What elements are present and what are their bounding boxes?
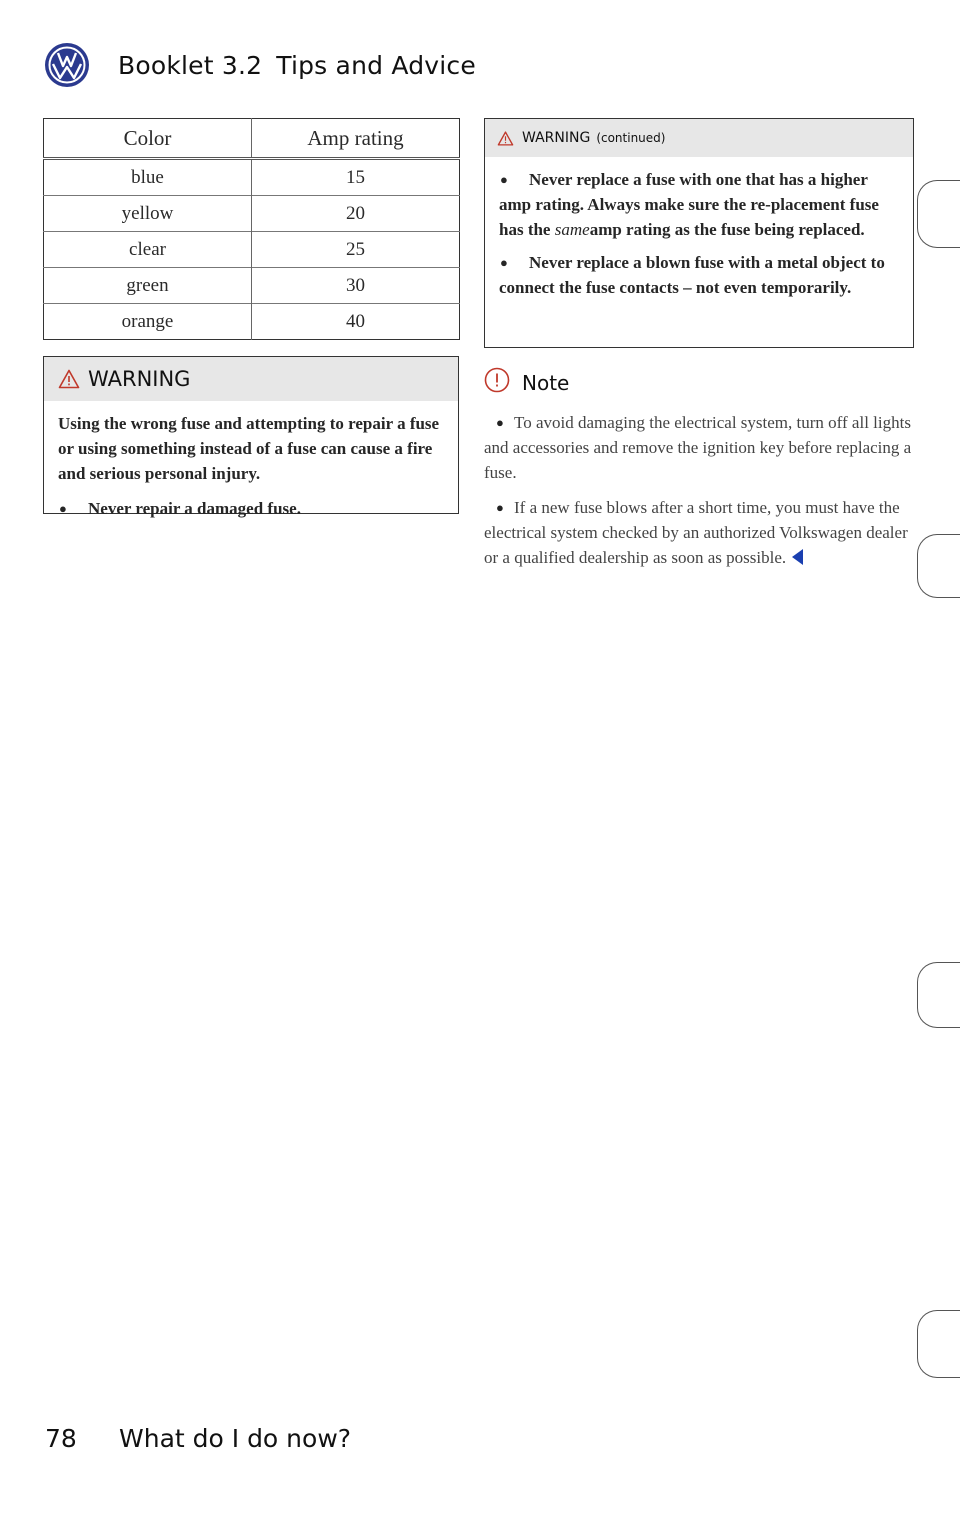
fuse-color-cell: green	[44, 268, 252, 304]
amp-rating-cell: 40	[252, 304, 460, 340]
fuse-color-cell: yellow	[44, 196, 252, 232]
warning-title: WARNING	[88, 367, 191, 391]
table-row	[44, 268, 460, 304]
bullet-text-end: amp rating as the fuse being replaced.	[589, 220, 865, 239]
fuse-color-cell: clear	[44, 232, 252, 268]
warning-bullet: ● Never repair a damaged fuse.	[58, 496, 446, 521]
fuse-color-table	[43, 118, 460, 340]
column-header-amp-rating: Amp rating	[252, 119, 460, 159]
margin-tab-marker	[917, 180, 960, 248]
note-bullet: ● To avoid damaging the electrical system, turn off all lights and accessories and remove the ignition key before replacing a fuse.	[484, 410, 914, 485]
amp-rating-cell: 20	[252, 196, 460, 232]
warning-header	[44, 357, 458, 401]
margin-tab-marker	[917, 962, 960, 1028]
continued-label: (continued)	[596, 131, 666, 145]
footer-section-title: What do I do now?	[119, 1424, 352, 1453]
warning-continued-title: WARNING	[522, 130, 591, 146]
warning-content	[44, 401, 458, 541]
header-title	[118, 51, 476, 80]
note-bullet-text: If a new fuse blows after a short time, you must have the electrical system checked by an authorized Volkswagen dealer or a qualified dealership as soon as possible.	[484, 498, 908, 567]
warning-body: Using the wrong fuse and attempting to repair a fuse or using something instead of a fuse can cause a fire and serious personal injury.	[58, 414, 440, 483]
warning-continued-bullets	[499, 167, 901, 300]
section-title: Tips and Advice	[276, 50, 476, 80]
amp-rating-cell: 30	[252, 268, 460, 304]
page-header	[44, 40, 476, 90]
warning-bullet	[499, 167, 901, 242]
table-row	[44, 232, 460, 268]
margin-tab-marker	[917, 1310, 960, 1378]
bullet-text-start: Never replace a fuse with one that has a higher amp rating. Always make sure the re-placement fuse has the	[499, 170, 879, 239]
warning-continued-box	[484, 118, 914, 348]
fuse-color-cell: blue	[44, 159, 252, 196]
note-title: Note	[522, 370, 570, 395]
note-section	[484, 367, 914, 580]
note-bullet	[484, 495, 914, 570]
note-icon	[484, 367, 510, 398]
warning-box	[43, 356, 459, 518]
amp-rating-cell: 15	[252, 159, 460, 196]
note-bullets	[484, 410, 914, 570]
warning-continued-header	[485, 119, 913, 157]
margin-tab-marker	[917, 534, 960, 598]
note-header	[484, 367, 914, 398]
vw-logo-icon	[44, 42, 90, 88]
amp-rating-cell: 25	[252, 232, 460, 268]
table-header-row	[44, 119, 460, 159]
warning-triangle-icon	[497, 131, 514, 146]
bullet-text-emphasis: same	[554, 220, 590, 239]
table-row	[44, 159, 460, 196]
warning-bullet: ● Never replace a blown fuse with a metal object to connect the fuse contacts – not even temporarily.	[499, 250, 901, 300]
table-row	[44, 304, 460, 340]
warning-bullets	[58, 496, 446, 521]
page-footer	[45, 1424, 351, 1453]
page-number: 78	[45, 1424, 77, 1453]
column-header-color: Color	[44, 119, 252, 159]
booklet-label: Booklet 3.2	[118, 50, 263, 80]
warning-continued-content	[485, 157, 913, 320]
back-arrow-icon	[792, 549, 803, 565]
fuse-color-cell: orange	[44, 304, 252, 340]
warning-triangle-icon	[58, 369, 80, 389]
table-row	[44, 196, 460, 232]
